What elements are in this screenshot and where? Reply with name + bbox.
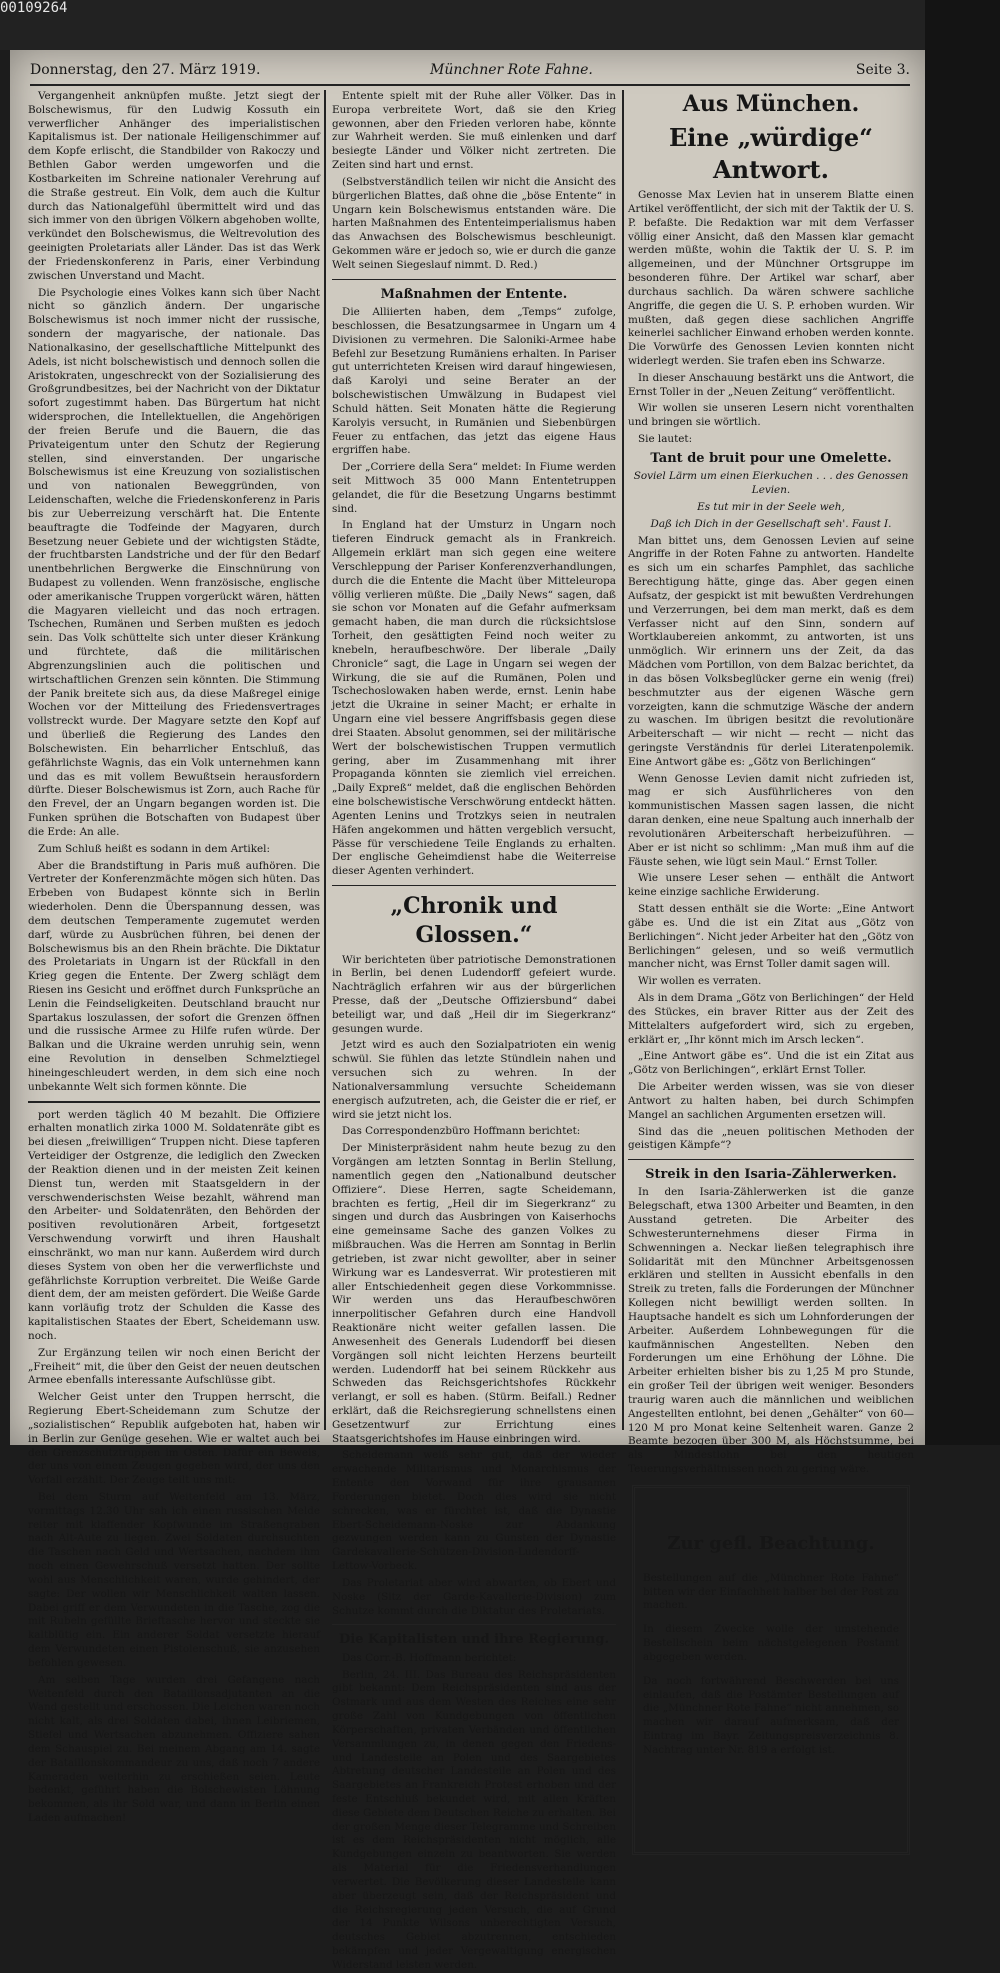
scan-border-top (0, 0, 1000, 50)
paragraph: Wir berichteten über patriotische Demonstrationen in Berlin, bei denen Ludendorff gefeiert wurde. Nachträglich erfahren wir aus der bürgerlichen Presse, daß der „Deutsche Offiziersbund“ dabei beteiligt war, und daß „Heil dir im Siegerkranz“ gesungen wurde. (332, 953, 616, 1035)
heading-capitalists: Die Kapitalisten und ihre Regierung. (339, 1632, 609, 1648)
notice-paragraph: Da noch fortwährend Beschwerden bei uns einlaufen, daß die Postämter Bestellungen auf die „Münchner Rote Fahne“ nicht annehmen, so machen wir darauf aufmerksam, daß der Eintrag im Bayr. Zeitungspreisverzeichnis 8. Nachtrag unter Nr. 819 a erfolgt ist. (643, 1674, 899, 1756)
paragraph: In dieser Anschauung bestärkt uns die Antwort, die Ernst Toller in der „Neuen Zeitung“ veröffentlicht. (628, 371, 914, 398)
paragraph: In England hat der Umsturz in Ungarn noch tieferen Eindruck gemacht als in Frankreich. Allgemein erklärt man sich gegen eine weitere Verschleppung der Pariser Konferenzverhandlungen, durch die die Entente die Macht über Mitteleuropa völlig verlieren müßte. Die „Daily News“ sagen, daß sie schon vor Monaten auf die Gefahr aufmerksam gemacht haben, die man durch die rücksichtslose Torheit, den gesättigten Feind noch weiter zu knebeln, heraufbeschwöre. Der liberale „Daily Chronicle“ sagt, die Lage in Ungarn sei wegen der Wirkung, die sie auf die Rumänen, Polen und Tschechoslowaken haben werde, ernst. Lenin habe jetzt die Ukraine in seiner Macht; er erhalte in Ungarn eine viel bessere Angriffsbasis gegen diese drei Staaten. Absolut genommen, sei der militärische Wert der bolschewistischen Truppen vermutlich gering, aber im Zusammenhang mit ihrer Propaganda könnten sie ziemlich viel erreichen. „Daily Expreß“ meldet, daß die englischen Behörden eine bolschewistische Verschwörung entdeckt hätten. Agenten Lenins und Trotzkys seien in neutralen Häfen angekommen und hätten vergeblich versucht, Pässe für verschiedene Teile Englands zu erhalten. Der englische Geheimdienst habe die Weiterreise dieser Agenten verhindert. (332, 519, 616, 878)
quote-line: Es tut mir in der Seele weh, (697, 500, 845, 513)
paragraph: Vergangenheit anknüpfen mußte. Jetzt siegt der Bolschewismus, für den Ludwig Kossuth ein verwerflicher Anhänger des imperialistischen Kapitalismus ist. Der nationale Heiligenschimmer auf dem Kopfe erlischt, die Standbilder von Rakoczy und Bethlen Gabor werden umgeworfen und die Kostbarkeiten im Schreine nationaler Verehrung auf die Straße gestreut. Ein Volk, dem auch die Kultur durch das Nationalgefühl übermittelt wird und das sich immer von den übrigen Völkern abgehoben wollte, verkündet den Bolschewismus, die Weltrevolution des geeinigten Proletariats aller Länder. Das ist das Werk der Friedenskonferenz in Paris, einer Verbindung zwischen Unverstand und Macht. (28, 90, 320, 282)
paragraph: Wir wollen es verraten. (638, 975, 762, 988)
paragraph: Aber die Brandstiftung in Paris muß aufhören. Die Vertreter der Konferenzmächte mögen sich hüten. Das Erbeben von Budapest könnte sich in Berlin wiederholen. Denn die Überspannung dessen, was dem deutschen Temperamente zugemutet werden darf, würde zu Ausbrüchen führen, bei denen der Bolschewismus bis an den Rhein brächte. Die Diktatur des Proletariats in Ungarn ist der Rückfall in den Krieg gegen die Entente. Der Zwerg schlägt dem Riesen ins Gesicht und eröffnet durch Funksprüche an Lenin die Feindseligkeiten. Deutschland braucht nur Spartakus loszulassen, der sofort die Grenzen öffnen und die russische Armee zu Hilfe rufen würde. Der Balkan und die Ukraine werden unruhig sein, wenn eine Revolution in denselben Schmelztiegel hineingeschleudert werden, in dem sich eine noch unbekannte Welt sich formen könnte. Die (28, 859, 320, 1093)
subheading-tant-de-bruit: Tant de bruit pour une Omelette. (650, 450, 892, 466)
notice-title: Zur gefl. Beachtung. (667, 1532, 875, 1554)
paragraph: Der Ministerpräsident nahm heute bezug zu den Vorgängen am letzten Sonntag in Berlin Stellung, namentlich gegen den „Nationalbund deutscher Offiziere“. Diese Herren, sagte Scheidemann, brachten es fertig, „Heil dir im Siegerkranz“ zu singen und durch das Ausbringen von Kaiserhochs eine gemeinsame Sache des ganzen Volkes zu mißbrauchen. Was die Herren am Sonntag in Berlin getrieben, ist zwar nicht gewollter, aber in seiner Wirkung war es Landesverrat. Wir protestieren mit aller Entschiedenheit gegen diese Vorkommnisse. Wir werden uns das Heraufbeschwören innerpolitischer Gefahren durch eine Handvoll Reaktionäre nicht weiter gefallen lassen. Die Anwesenheit des Generals Ludendorff bei diesen Vorgängen soll nicht leichten Herzens beurteilt werden. Ludendorff hat bei seinem Rückkehr aus Schweden das Reichsgerichtshofes Rückkehr verlangt, er soll es haben. (Stürm. Beifall.) Redner erklärt, daß die Reichsregierung schnellstens einen Gesetzentwurf zur Errichtung eines Staatsgerichtshofes im Hause einbringen wird. (332, 1142, 616, 1445)
heading-chronik: „Chronik und Glossen.“ (390, 893, 558, 949)
paragraph: Berlin, 24. III. Das Bureau des Reichspräsidenten gibt bekannt: Dem Reichspräsidenten sind aus der Ostmark und aus dem Westen des Reiches eine sehr große Zahl von Kundgebungen von öffentlichen Körperschaften, privaten Verbänden und öffentlichen Versammlungen zu, in denen gegen den Friedens- und Landesteile an Polen und des Saargebietes Abtretung deutscher Landesteile an Polen und des Saargebietes an Frankreich Protest erhoben und der feste Entschluß bekundet wird, mit allen Kräften diese Gebiete dem Deutschen Reiche zu erhalten. Bei der großen Menge dieser Telegramme und Schreiben ist es dem Reichspräsidenten nicht möglich, alle Kundgebungen einzeln zu beantworten. Sie werden als Material für die Friedensverhandlungen verwertet. Die Bevölkerung dieser Landesteile kann aber überzeugt sein, daß der Reichspräsident und die Reichsregierung jeden Versuch, die auf Grund der 14 Punkte Wilsons unberechtigten Versuch, deutsches Gebiet abzutrennen, entschieden bekämpfen und jeder Vergewaltigung energischen Widerstand leisten werden. (332, 1668, 616, 1971)
quote-line: Soviel Lärm um einen Eierkuchen . . . des Genossen Levien. (633, 470, 909, 497)
notice-paragraph: Bestellungen auf die „Münchner Rote Fahne“ bitten wir der Einfachheit halber bei der Post zu machen. (643, 1571, 899, 1612)
paragraph: Die Psychologie eines Volkes kann sich über Nacht nicht so gänzlich ändern. Der ungarische Bolschewismus ist noch immer nicht der russische, sondern der magyarische, der nationale. Das Nationalkasino, der gesellschaftliche Mittelpunkt des Adels, ist nicht bolschewistisch und dennoch sollen die Aristokraten, ungeschreckt von der Sozialisierung des Großgrundbesitzes, bei der Nachricht von der Diktatur sofort zugestimmt haben. Das Bürgertum hat nicht widersprochen, die Intellektuellen, die Angehörigen der freien Berufe und die Bauern, die das Privateigentum unter den Schutz der Regierung stellen, sind einverstanden. Der ungarische Bolschewismus ist eine Kreuzung von sozialistischen und von nationalen Beweggründen, von Leidenschaften, welche die Friedenskonferenz in Paris bis zur Ueberreizung verschärft hat. Die Entente beauftragte die Todfeinde der Magyaren, durch Besetzung neuer Gebiete und der wichtigsten Städte, der fruchtbarsten Landstriche und der für den Bedarf unentbehrlichen Bergwerke die Einschnürung von Budapest zu vollenden. Wenn französische, englische oder amerikanische Truppen vorgerückt wären, hätten die Magyaren vielleicht und das noch ertragen. Tschechen, Rumänen und Serben mußten es jedoch sein. Das Volk schüttelte sich unter dieser Kränkung und fürchtete, daß die militärischen Abgrenzungslinien auch die politischen und wirtschaftlichen Grenzen sein könnten. Die Stimmung der Panik breitete sich aus, da diese Maßregel einige Wochen vor der Mitteilung des Friedensvertrages vollstreckt wurde. Der Magyare setzte den Kopf auf und überließ die Regierung des Landes den Bolschewisten. Ein beharrlicher Entschluß, das gefährlichste Wagnis, das ein Volk unternehmen kann und das es mit vollem Bewußtsein herausfordern dürfte. Dieser Bolschewismus ist Zorn, auch Rache für den Frevel, der an Ungarn begangen worden ist. Die Funken sprühen die Botschaften von Budapest über die Erde: An alle. (28, 286, 320, 838)
paragraph: Das Correspondenzbüro Hoffmann berichtet: (342, 1125, 581, 1138)
paragraph: Das Corr.-B. Hoffmann berichtet: (342, 1651, 517, 1664)
column-1 (28, 90, 320, 1825)
paragraph: Als in dem Drama „Götz von Berlichingen“ der Held des Stückes, ein braver Ritter aus der Zeit des Mittelalters aufgefordert wird, sich zu ergeben, erklärt er, „Ihr könnt mich im Arsch lecken“. (628, 992, 914, 1046)
paragraph: Am selben Tage wurden drei Gefangene nach Weitenfeld durch den Bataillonsadjutanten an die Wand gestellt und erschossen. Die Leichen waren noch nicht kalt, als drei Soldaten dabei, ihnen Leibriemen, Stiefel und Wertsachen abzunehmen. Offiziere sahen dem Schauspiel zu. Bei meinem Abgang am 14. sagte der Bataillonskommandeur zu uns, daß noch 7 andere Kameraden weiterhin zu erschießen seien. Leute bedenkt, geführt haben die Bolschewisten Löhnung bekommen, als ihr Sold war, und dann in Berlin einen Laden aufmachen! (28, 1673, 320, 1825)
column-3 (628, 90, 914, 1756)
paragraph: Das Proletariat aber wird abwarten, ob Ebert und Noske (Sitz der Garde-Kavallerie-Division) zum Schutze kommt durch die Diktatur des Proletariats. (332, 1576, 616, 1617)
section-heading: Aus München. (682, 91, 860, 117)
column-rule (324, 90, 326, 1430)
notice-paragraph: In diesem Zwecke wolle der umstehende Bestellschein beim nächstgelegenen Postamt abgegeben werden. (643, 1623, 899, 1663)
divider (332, 279, 616, 280)
newspaper-page (10, 50, 925, 1971)
paragraph: Scheidemann weiß sehr gut, daß der wieder erwachende Militarismus und Monarchismus der Entente den Vorwand für ihre grausamen Forderungen bietet. Doch dies wird sie nicht schrecken, was er fürchtet ist, daß die Dynastie Ebert-Scheidemann-Noske zur Abdankung gezwungen werden kann zu Gunsten der Dynastie Gardekavallerie-Schützen-Division-Ludendorff-Lettow-Vorbeck. (332, 1449, 616, 1573)
paragraph: Wir wollen sie unseren Lesern nicht vorenthalten und bringen sie wörtlich. (628, 402, 914, 429)
quote-line: Daß ich Dich in der Gesellschaft seh'. Faust I. (650, 517, 892, 530)
article-title: Eine „würdige“ Antwort. (669, 123, 873, 185)
paragraph: Sind das die „neuen politischen Methoden der geistigen Kämpfe“? (628, 1125, 914, 1152)
heading-measures: Maßnahmen der Entente. (380, 286, 568, 302)
paragraph: port werden täglich 40 M bezahlt. Die Offiziere erhalten monatlich zirka 1000 M. Soldatenräte gibt es bei diesen „freiwilligen“ Truppen nicht. Diese tapferen Verteidiger der Ostgrenze, die lediglich den Zwecken der Reaktion dienen und in der meisten Zeit keinen Dienst tun, werden mit Staatsgeldern in der verschwenderischsten Weise bezahlt, während man den Arbeiter- und Soldatenräten, den Behörden der positiven revolutionären Arbeit, fortgesetzt Verschwendung vorwirft und ihren Haushalt einschränkt, wo man nur kann. Außerdem wird durch dieses System von oben her die verwerflichste und gefährlichste Korruption verbreitet. Die Weiße Garde dient dem, der am meisten gefördert. Die Weiße Garde kann vorläufig trotz der Schulden die Kasse des kapitalistischen Staates der Ebert, Scheidemann usw. noch. (28, 1108, 320, 1342)
paragraph: Jetzt wird es auch den Sozialpatrioten ein wenig schwül. Sie fühlen das letzte Stündlein nahen und versuchen sich zu wehren. In der Nationalversammlung versuchte Scheidemann energisch aufzutreten, ach, die Geister die er rief, er wird sie jetzt nicht los. (332, 1039, 616, 1121)
paragraph: Welcher Geist unter den Truppen herrscht, die Regierung Ebert-Scheidemann zum Schutze der „sozialistischen“ Republik aufgeboten hat, haben wir in Berlin zur Genüge gesehen. Wie er waltet auch bei den Grenzschutztruppen im Osten. Dafür ein Beweis, der uns von einem Zeugen gegeben wird, der uns den Vorfall erzählt. Der Zeuge teilt uns mit: (28, 1391, 320, 1487)
page-header (30, 58, 910, 86)
paragraph: Zur Ergänzung teilen wir noch einen Bericht der „Freiheit“ mit, die über den Geist der neuen deutschen Armee ebenfalls interessante Aufschlüsse gibt. (28, 1346, 320, 1387)
column-2 (332, 90, 616, 1971)
paragraph: (Selbstverständlich teilen wir nicht die Ansicht des bürgerlichen Blattes, daß ohne die „böse Entente“ in Ungarn kein Bolschewismus entstanden wäre. Die harten Maßnahmen des Ententeimperialismus haben das Anwachsen des Bolschewismus beschleunigt. Gekommen wäre er jedoch so, wie er durch die ganze Welt seinen Siegeslauf nimmt. D. Red.) (332, 175, 616, 271)
issue-date: Donnerstag, den 27. März 1919. (30, 62, 261, 78)
divider (332, 885, 616, 886)
column-rule (622, 90, 624, 1430)
paragraph: Die Arbeiter werden wissen, was sie von dieser Antwort zu halten haben, bei durch Schimpfen Mangel an sachlichen Argumenten ersetzen will. (628, 1081, 914, 1121)
paragraph: Der „Corriere della Sera“ meldet: In Fiume werden seit Mittwoch 35 000 Mann Ententetruppen gelandet, die für die Besetzung Ungarns bestimmt sind. (332, 461, 616, 515)
page-number: Seite 3. (855, 62, 910, 78)
paragraph: Wie unsere Leser sehen — enthält die Antwort keine einzige sachliche Erwiderung. (628, 872, 914, 899)
divider (628, 1159, 914, 1160)
divider (28, 1101, 320, 1103)
archive-id: 00109264 (0, 0, 68, 16)
paragraph: Statt dessen enthält sie die Worte: „Eine Antwort gäbe es. Und die ist ein Zitat aus „Götz von Berlichingen“. Nicht jeder Arbeiter hat den „Götz von Berlichingen“ gelesen, und so weiß vermutlich mancher nicht, was Ernst Toller damit sagen will. (628, 903, 914, 971)
paragraph: Man bittet uns, dem Genossen Levien auf seine Angriffe in der Roten Fahne zu antworten. Handelte es sich um ein scharfes Pamphlet, das sachliche Berechtigung hätte, ginge das. Aber gegen einen Aufsatz, der gespickt ist mit bewußten Verdrehungen und Verzerrungen, bei dem man merkt, daß es dem Verfasser nicht auf den Sinn, sondern auf Wortklaubereien ankommt, zu antworten, ist uns unmöglich. Wir erinnern uns der Zeit, da das Mädchen vom Portillon, von dem Balzac berichtet, da in das bösen Volksbeglücker gerne ein wenig (frei) beschmutzter aus der eigenen Wäsche gern vorzeigten, kann die schmutzige Wäsche der andern zu waschen. Im übrigen besitzt die revolutionäre Arbeiterschaft — wir nicht — recht — nicht das geringste Verständnis für derlei Literatenpolemik. Eine Antwort gäbe es: „Götz von Berlichingen“ (628, 534, 914, 768)
paragraph: „Eine Antwort gäbe es“. Und die ist ein Zitat aus „Götz von Berlichingen“, erklärt Ernst Toller. (628, 1050, 914, 1077)
paragraph: Zum Schluß heißt es sodann in dem Artikel: (38, 842, 270, 855)
divider (332, 1624, 616, 1625)
paragraph: Wenn Genosse Levien damit nicht zufrieden ist, mag er sich Ausführlicheres von den kommunistischen Massen sagen lassen, die nicht daran denken, eine neue Spaltung auch innerhalb der revolutionären Arbeiterschaft herbeizuführen. — Aber er ist nicht so schlimm: „Man muß ihm auf die Fäuste sehen, wie lügt sein Maul.“ Ernst Toller. (628, 772, 914, 868)
scan-border-right (925, 0, 1000, 1445)
subheading-strike: Streik in den Isaria-Zählerwerken. (645, 1167, 897, 1183)
paragraph: Bei dem Sturm auf Weitenfeld am 13. März, vormittags 12.30 Uhr sah ich einen russischen Melde reiter mit klaffender Kopfwunde im Straßengraben nach Alt-Aute zu liegen. Zwei Soldaten durchsuchten die Taschen nach Geld und Wertsachen, nachdem ihm noch einen Gewehrschuß versetzt hatten. Der sollte wohl aus Menschlichkeit waren, wurde gehindert, der sagte: Der wollen wir Menschlichkeit walten lassen. Dabei griff er dem Verwundeten in die Tasche, zog die mit Rubeln gefüllte Brieftasche hervor und steckte sie kaltblütig ein. Ein anderer Soldat versetzte hierauf dem Verwundeten einen Pistolenschuß, sie anzusehen befohlen gewesen. (28, 1490, 320, 1669)
paragraph: Genosse Max Levien hat in unserem Blatte einen Artikel veröffentlicht, der sich mit der Taktik der U. S. P. befaßte. Die Redaktion war mit dem Verfasser völlig einer Ansicht, daß den Massen klar gemacht werden müßte, wohin die Taktik der U. S. P. im allgemeinen, und der Münchner Ortsgruppe im besonderen führe. Der Artikel war scharf, aber durchaus sachlich. Da wären schwere sachliche Angriffe, die gegen die U. S. P. erhoben wurden. Wir mußten, daß gegen diese sachlichen Angriffe keinerlei sachlicher Einwand erhoben werden konnte. Die Vorwürfe des Genossen Levien konnten nicht widerlegt werden. Sie trafen eben ins Schwarze. (628, 189, 914, 367)
paragraph: Sie lautet: (638, 433, 693, 446)
paragraph: Entente spielt mit der Ruhe aller Völker. Das in Europa verbreitete Wort, daß sie den Krieg gewonnen, aber den Frieden verloren habe, könnte zur Wahrheit werden. Sie muß einlenken und darf besiegte Länder und Völker nicht zertreten. Die Zeiten sind hart und ernst. (332, 90, 616, 172)
paragraph: Die Alliierten haben, dem „Temps“ zufolge, beschlossen, die Besatzungsarmee in Ungarn um 4 Divisionen zu vermehren. Die Saloniki-Armee habe Befehl zur Besetzung Rumäniens erhalten. In Pariser gut unterrichteten Kreisen wird darauf hingewiesen, daß Karolyi und seine Berater an der bolschewistischen Umwälzung in Budapest viel Schuld hätten. Seit Monaten hätte die Regierung Karolyis versucht, in Rumänien und Siebenbürgen Feuer zu entfachen, das jetzt das eigene Haus ergriffen habe. (332, 306, 616, 457)
subscription-notice-box (632, 1485, 910, 1855)
newspaper-name: Münchner Rote Fahne. (430, 62, 593, 78)
paragraph: In den Isaria-Zählerwerken ist die ganze Belegschaft, etwa 1300 Arbeiter und Beamten, in den Ausstand getreten. Die Arbeiter des Schwesterunternehmens dieser Firma in Schwenningen a. Neckar ließen telegraphisch ihre Solidarität mit den Münchner Arbeitsgenossen erklären und stellten in Aussicht ebenfalls in den Streik zu treten, falls die Forderungen der Münchner Kollegen nicht bewilligt werden sollten. In Hauptsache handelt es sich um Lohnforderungen der Arbeiter. Außerdem Lohnbewegungen für die kaufmännischen Angestellten. Neben den Forderungen um eine Erhöhung der Löhne. Die Arbeiter erhielten bisher bis zu 1,25 M pro Stunde, ein großer Teil der übrigen weit weniger. Besonders traurig waren auch die männlichen und weiblichen Angestellten entlohnt, bei denen „Gehälter“ von 60—120 M pro Monat keine Seltenheit waren. Ganze 2 Beamte bezogen über 300 M, als Höchstsumme, bei als Mindestlohn bei den heutigen Teuerungsverhältnissen noch zu gering wäre. (628, 1186, 914, 1476)
